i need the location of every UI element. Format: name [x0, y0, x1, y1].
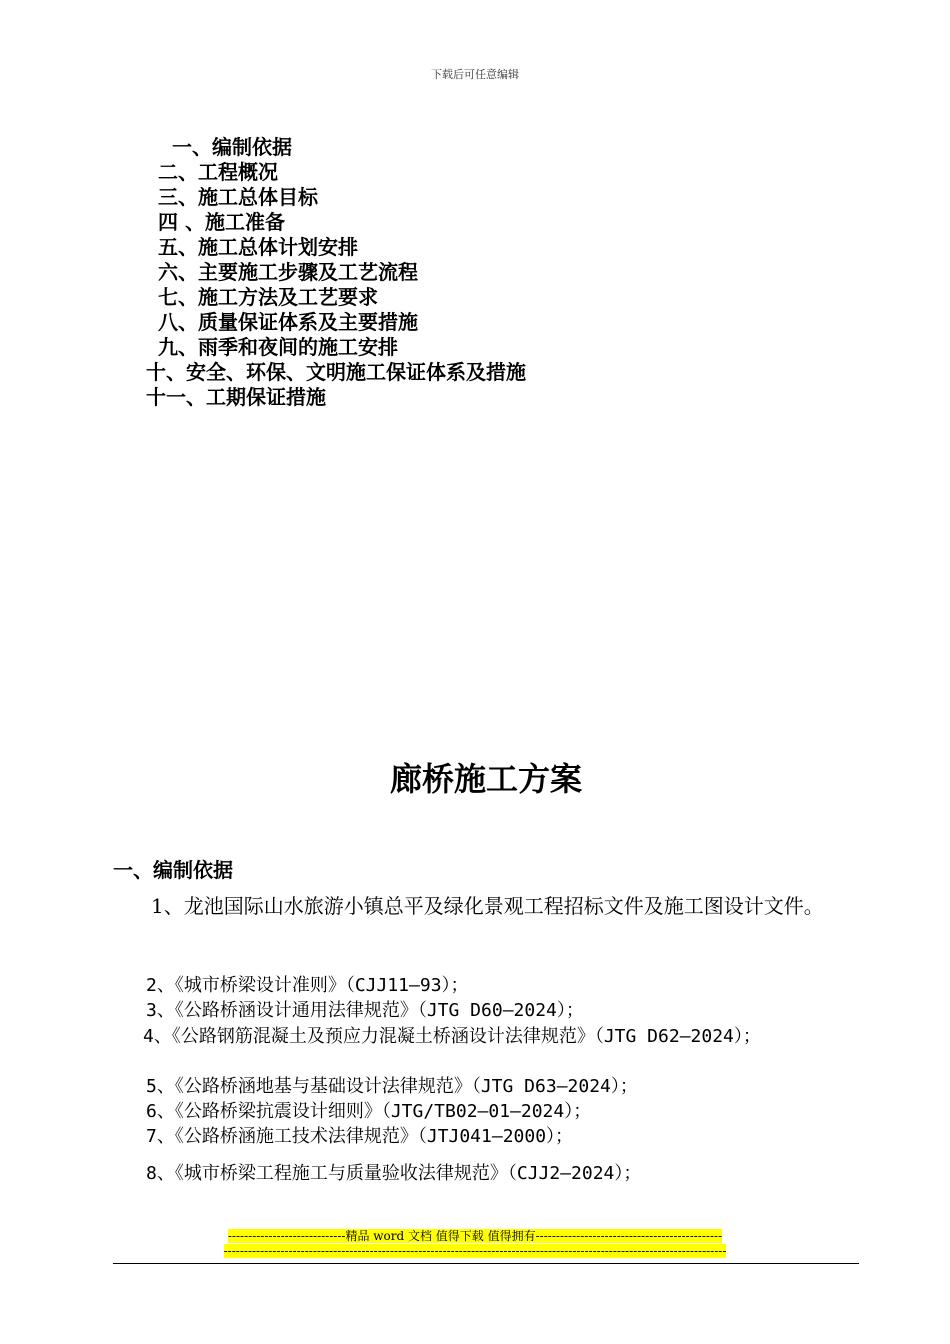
toc-item[interactable]: 十一、工期保证措施	[146, 385, 326, 409]
footer-banner-line	[0, 1244, 950, 1259]
reference-item: 7、《公路桥涵施工技术法律规范》（JTJ041—2000）；	[146, 1126, 574, 1147]
reference-item: 8、《城市桥梁工程施工与质量验收法律规范》（CJJ2—2024）；	[146, 1163, 642, 1184]
reference-item: 2、《城市桥梁设计准则》（CJJ11—93）；	[146, 975, 469, 996]
reference-item: 4、《公路钢筋混凝土及预应力混凝土桥涵设计法律规范》（JTG D62—2024）；	[143, 1026, 761, 1047]
toc-item[interactable]: 九、雨季和夜间的施工安排	[158, 335, 398, 359]
footer-banner-text: ----------------------------------------------------------------------------------------------------------------------------	[223, 1244, 727, 1258]
toc-item[interactable]: 二、工程概况	[158, 160, 278, 184]
section-heading: 一、编制依据	[113, 858, 233, 882]
footer-banner-line	[0, 1229, 950, 1244]
toc-item[interactable]: 三、施工总体目标	[158, 185, 318, 209]
toc-item[interactable]: 八、质量保证体系及主要措施	[158, 310, 418, 334]
toc-item[interactable]: 五、施工总体计划安排	[158, 235, 358, 259]
toc-item[interactable]: 六、主要施工步骤及工艺流程	[158, 260, 418, 284]
toc-item[interactable]: 一、编制依据	[172, 135, 292, 159]
toc-item[interactable]: 四 、施工准备	[158, 210, 285, 234]
document-title: 廊桥施工方案	[389, 760, 582, 798]
toc-item[interactable]: 七、施工方法及工艺要求	[158, 285, 378, 309]
reference-item: 6、《公路桥梁抗震设计细则》（JTG/TB02—01—2024）；	[146, 1101, 592, 1122]
footer-banner-text: -----------------------------精品 word 文档 值得下载 值得拥有----------------------------------------------	[227, 1229, 723, 1243]
toc-item[interactable]: 十、安全、环保、文明施工保证体系及措施	[146, 360, 526, 384]
reference-item: 5、《公路桥涵地基与基础设计法律规范》（JTG D63—2024）；	[146, 1076, 638, 1097]
footer-divider	[113, 1263, 859, 1264]
reference-item: 3、《公路桥涵设计通用法律规范》（JTG D60—2024）；	[146, 1000, 584, 1021]
header-note: 下载后可任意编辑	[431, 68, 519, 81]
basis-item-1: 1、龙池国际山水旅游小镇总平及绿化景观工程招标文件及施工图设计文件。	[151, 894, 824, 918]
